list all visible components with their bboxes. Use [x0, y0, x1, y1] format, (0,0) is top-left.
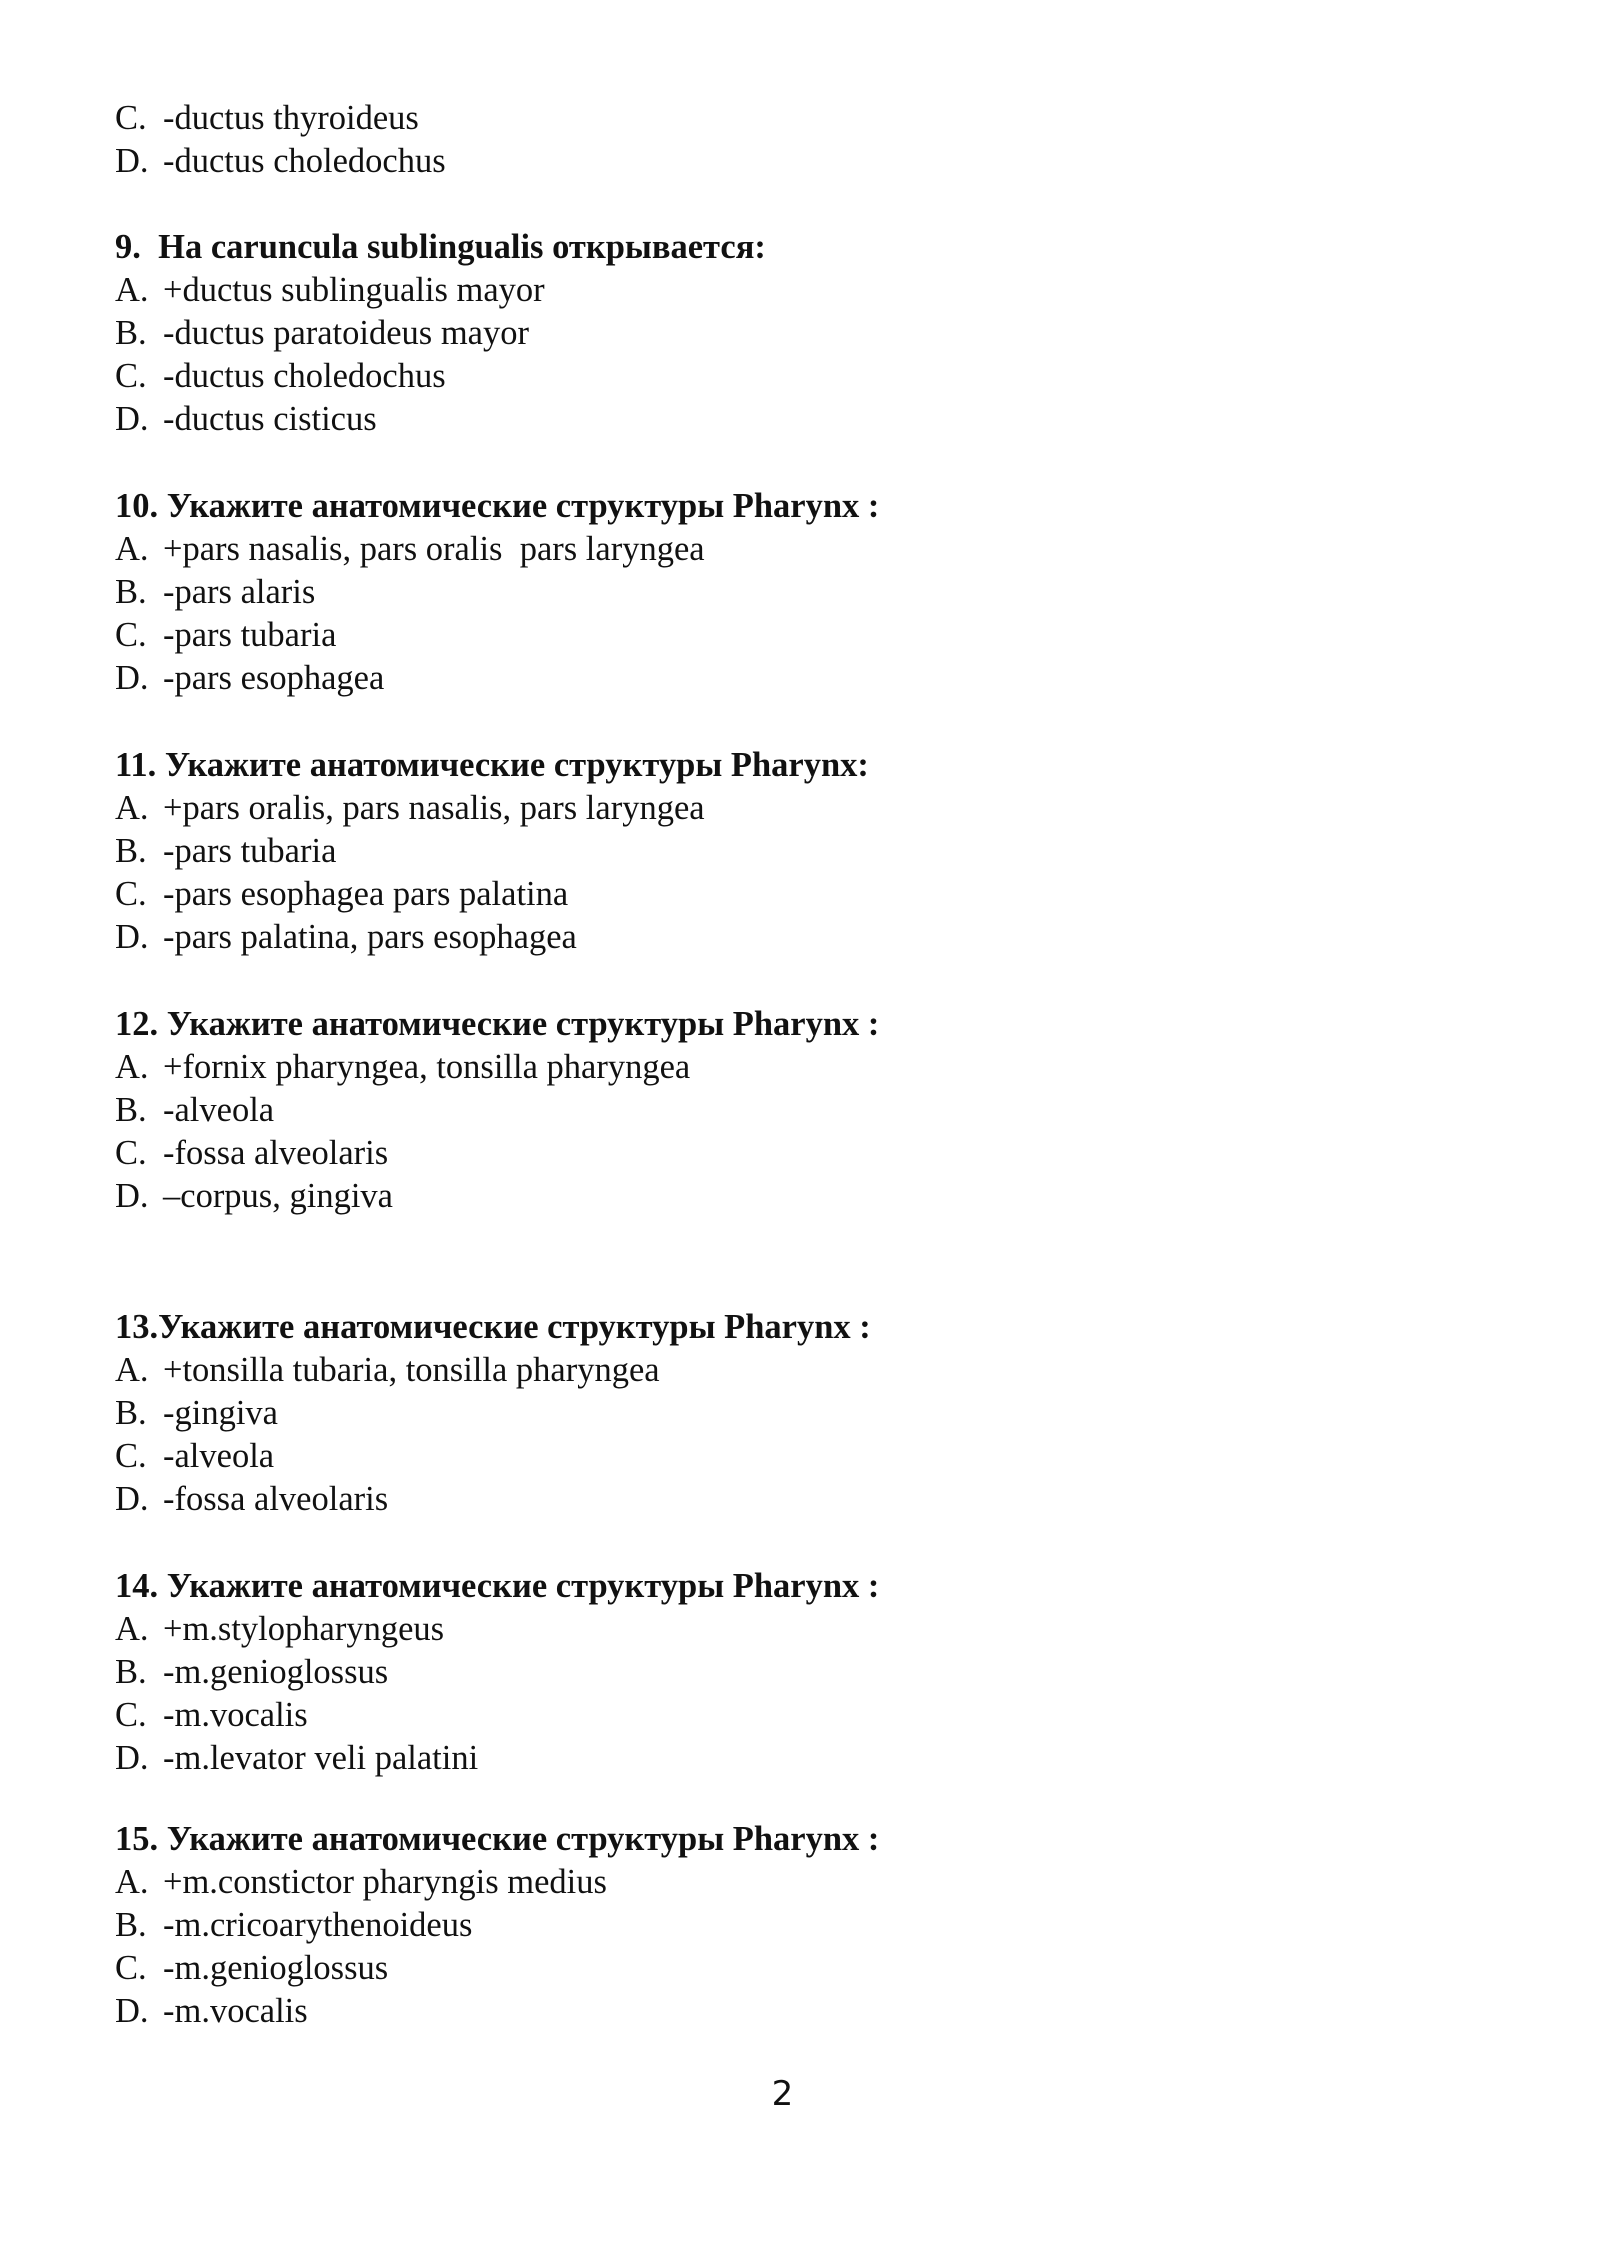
- option-line: [115, 529, 705, 569]
- question-title: 11. Укажите анатомические структуры Pharynx:: [115, 746, 869, 784]
- option-text: -pars alaris: [163, 573, 316, 611]
- option-line: [115, 1479, 388, 1519]
- option-letter: D.: [115, 1480, 149, 1518]
- option-letter: C.: [115, 99, 147, 137]
- option-letter: C.: [115, 875, 147, 913]
- option-line: [115, 615, 336, 655]
- option-text: -fossa alveolaris: [163, 1480, 389, 1518]
- question-title: 14. Укажите анатомические структуры Pharynx :: [115, 1567, 880, 1605]
- option-text: -pars esophagea: [163, 659, 385, 697]
- option-text: +ductus sublingualis mayor: [163, 271, 545, 309]
- question-title: 12. Укажите анатомические структуры Pharynx :: [115, 1005, 880, 1043]
- option-letter: C.: [115, 357, 147, 395]
- option-letter: B.: [115, 1091, 147, 1129]
- option-line: [115, 658, 384, 698]
- option-line: [115, 1350, 660, 1390]
- option-text: -ductus cisticus: [163, 400, 377, 438]
- option-letter: D.: [115, 1739, 149, 1777]
- question-title: 15. Укажите анатомические структуры Pharynx :: [115, 1820, 880, 1858]
- option-line: [115, 1905, 472, 1945]
- option-line: [115, 1991, 308, 2031]
- option-letter: A.: [115, 530, 149, 568]
- option-text: -ductus choledochus: [163, 357, 446, 395]
- page-number: 2: [771, 2074, 794, 2114]
- question-title: 13.Укажите анатомические структуры Pharynx :: [115, 1308, 871, 1346]
- option-line: [115, 1436, 274, 1476]
- option-text: -alveola: [163, 1091, 275, 1129]
- option-line: [115, 1738, 478, 1778]
- option-line: [115, 1393, 278, 1433]
- option-line: [115, 356, 446, 396]
- option-text: +pars nasalis, pars oralis pars laryngea: [163, 530, 705, 568]
- option-line: [115, 788, 705, 828]
- option-letter: D.: [115, 1992, 149, 2030]
- option-letter: C.: [115, 1437, 147, 1475]
- question-title: 9. На caruncula sublingualis открывается:: [115, 228, 766, 266]
- option-line: [115, 1176, 393, 1216]
- option-text: –corpus, gingiva: [163, 1177, 393, 1215]
- option-line: [115, 399, 377, 439]
- option-text: -pars tubaria: [163, 832, 337, 870]
- option-letter: C.: [115, 1696, 147, 1734]
- option-line: [115, 1695, 308, 1735]
- option-letter: B.: [115, 1653, 147, 1691]
- option-text: -m.vocalis: [163, 1992, 308, 2030]
- option-text: -ductus thyroideus: [163, 99, 419, 137]
- option-letter: D.: [115, 142, 149, 180]
- option-text: -m.genioglossus: [163, 1949, 389, 1987]
- option-text: -pars tubaria: [163, 616, 337, 654]
- option-letter: C.: [115, 616, 147, 654]
- option-text: -gingiva: [163, 1394, 278, 1432]
- option-letter: B.: [115, 1906, 147, 1944]
- option-text: -ductus choledochus: [163, 142, 446, 180]
- option-line: [115, 1609, 444, 1649]
- option-line: [115, 572, 315, 612]
- option-line: [115, 1948, 388, 1988]
- option-letter: D.: [115, 1177, 149, 1215]
- option-text: +tonsilla tubaria, tonsilla pharyngea: [163, 1351, 660, 1389]
- option-line: [115, 1090, 274, 1130]
- option-letter: A.: [115, 1048, 149, 1086]
- option-letter: B.: [115, 314, 147, 352]
- option-text: +m.constictor pharyngis medius: [163, 1863, 607, 1901]
- question-title: 10. Укажите анатомические структуры Pharynx :: [115, 487, 880, 525]
- option-text: -alveola: [163, 1437, 275, 1475]
- option-letter: A.: [115, 1610, 149, 1648]
- option-text: -fossa alveolaris: [163, 1134, 389, 1172]
- option-letter: B.: [115, 832, 147, 870]
- option-line: [115, 270, 545, 310]
- option-letter: B.: [115, 1394, 147, 1432]
- option-letter: A.: [115, 271, 149, 309]
- option-text: -pars palatina, pars esophagea: [163, 918, 577, 956]
- option-line: [115, 917, 577, 957]
- option-letter: A.: [115, 789, 149, 827]
- option-text: +pars oralis, pars nasalis, pars laryngea: [163, 789, 705, 827]
- option-text: +fornix pharyngea, tonsilla pharyngea: [163, 1048, 691, 1086]
- option-letter: A.: [115, 1351, 149, 1389]
- option-letter: C.: [115, 1949, 147, 1987]
- option-letter: C.: [115, 1134, 147, 1172]
- option-text: -ductus paratoideus mayor: [163, 314, 529, 352]
- option-letter: A.: [115, 1863, 149, 1901]
- option-letter: D.: [115, 400, 149, 438]
- option-line: [115, 141, 446, 181]
- option-text: -m.levator veli palatini: [163, 1739, 479, 1777]
- option-text: -pars esophagea pars palatina: [163, 875, 569, 913]
- option-text: -m.vocalis: [163, 1696, 308, 1734]
- option-line: [115, 874, 568, 914]
- option-line: [115, 1047, 690, 1087]
- option-line: [115, 831, 336, 871]
- option-letter: B.: [115, 573, 147, 611]
- option-letter: D.: [115, 659, 149, 697]
- option-line: [115, 1862, 607, 1902]
- option-line: [115, 1652, 388, 1692]
- option-line: [115, 1133, 388, 1173]
- option-text: -m.cricoarythenoideus: [163, 1906, 473, 1944]
- option-line: [115, 313, 529, 353]
- option-text: -m.genioglossus: [163, 1653, 389, 1691]
- option-line: [115, 98, 419, 138]
- option-letter: D.: [115, 918, 149, 956]
- option-text: +m.stylopharyngeus: [163, 1610, 445, 1648]
